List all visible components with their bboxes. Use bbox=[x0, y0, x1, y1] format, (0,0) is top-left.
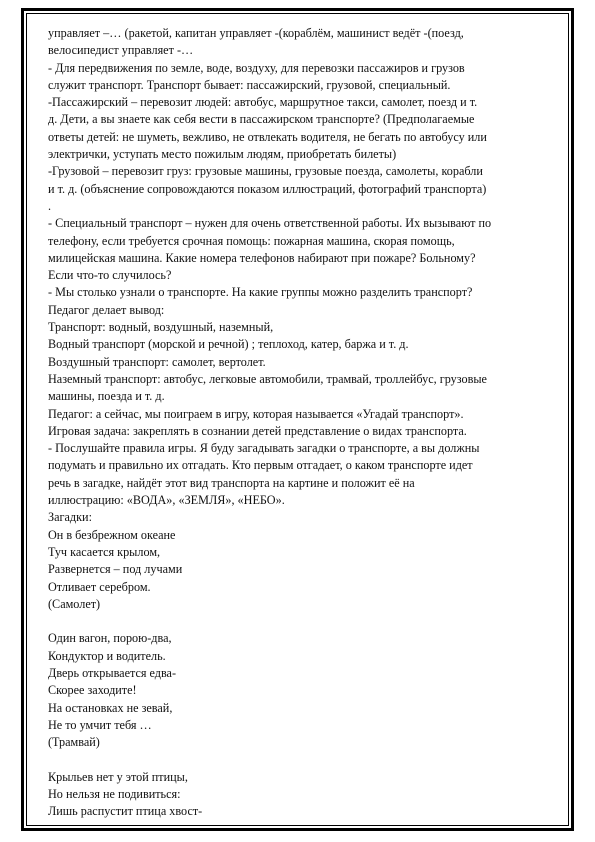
blank-line bbox=[48, 613, 558, 630]
text-line: Педагог: а сейчас, мы поиграем в игру, которая называется «Угадай транспорт». bbox=[48, 406, 464, 421]
text-line: речь в загадке, найдёт этот вид транспорта на картине и положит её на bbox=[48, 475, 415, 490]
text-line: На остановках не зевай, bbox=[48, 700, 173, 715]
text-line: Дверь открывается едва- bbox=[48, 665, 177, 680]
text-line: подумать и правильно их отгадать. Кто первым отгадает, о каком транспорте идет bbox=[48, 458, 473, 473]
text-line: Транспорт: водный, воздушный, наземный, bbox=[48, 320, 274, 335]
text-line: (Трамвай) bbox=[48, 735, 100, 750]
text-line: Крыльев нет у этой птицы, bbox=[48, 769, 188, 784]
text-line: Развернется – под лучами bbox=[48, 562, 183, 577]
text-line: - Специальный транспорт – нужен для очень ответственной работы. Их вызывают по bbox=[48, 216, 492, 231]
text-line: Кондуктор и водитель. bbox=[48, 648, 166, 663]
blank-line bbox=[48, 751, 558, 768]
text-line: телефону, если требуется срочная помощь: пожарная машина, скорая помощь, bbox=[48, 233, 455, 248]
text-line: электрички, уступать место пожилым людям, приобретать билеты) bbox=[48, 147, 397, 162]
text-line: служит транспорт. Транспорт бывает: пассажирский, грузовой, специальный. bbox=[48, 77, 451, 92]
text-line: д. Дети, а вы знаете как себя вести в пассажирском транспорте? (Предполагаемые bbox=[48, 112, 475, 127]
text-line: Воздушный транспорт: самолет, вертолет. bbox=[48, 354, 266, 369]
document-body bbox=[48, 25, 558, 821]
text-line: и т. д. (объяснение сопровождаются показом иллюстраций, фотографий транспорта) bbox=[48, 181, 487, 196]
text-line: -Пассажирский – перевозит людей: автобус, маршрутное такси, самолет, поезд и т. bbox=[48, 95, 478, 110]
text-line: Водный транспорт (морской и речной) ; теплоход, катер, баржа и т. д. bbox=[48, 337, 409, 352]
text-line: управляет –… (ракетой, капитан управляет -(кораблём, машинист ведёт -(поезд, bbox=[48, 26, 464, 40]
text-line: Педагог делает вывод: bbox=[48, 302, 165, 317]
text-line: (Самолет) bbox=[48, 596, 101, 611]
text-line: Не то умчит тебя … bbox=[48, 717, 152, 732]
text-line: машины, поезда и т. д. bbox=[48, 389, 165, 404]
text-line: Туч касается крылом, bbox=[48, 544, 161, 559]
text-line: Игровая задача: закреплять в сознании детей представление о видах транспорта. bbox=[48, 423, 467, 438]
text-line: Один вагон, порою-два, bbox=[48, 631, 172, 646]
text-line: иллюстрацию: «ВОДА», «ЗЕМЛЯ», «НЕБО». bbox=[48, 493, 285, 508]
text-line: велосипедист управляет -… bbox=[48, 43, 194, 58]
text-line: ответы детей: не шуметь, вежливо, не отвлекать водителя, не бегать по автобусу или bbox=[48, 129, 487, 144]
text-line: милицейская машина. Какие номера телефонов набирают при пожаре? Больному? bbox=[48, 250, 476, 265]
text-line: Но нельзя не подивиться: bbox=[48, 787, 181, 802]
text-line: - Для передвижения по земле, воде, воздуху, для перевозки пассажиров и грузов bbox=[48, 60, 465, 75]
text-line: - Мы столько узнали о транспорте. На какие группы можно разделить транспорт? bbox=[48, 285, 473, 300]
text-line: Загадки: bbox=[48, 510, 92, 525]
text-line: Лишь распустит птица хвост- bbox=[48, 804, 203, 819]
text-line: Скорее заходите! bbox=[48, 683, 137, 698]
text-line: Он в безбрежном океане bbox=[48, 527, 176, 542]
text-line: Отливает серебром. bbox=[48, 579, 151, 594]
text-line: Если что-то случилось? bbox=[48, 268, 172, 283]
text-line: - Послушайте правила игры. Я буду загадывать загадки о транспорте, а вы должны bbox=[48, 441, 480, 456]
text-line: . bbox=[48, 198, 52, 213]
text-line: -Грузовой – перевозит груз: грузовые машины, грузовые поезда, самолеты, корабли bbox=[48, 164, 483, 179]
text-line: Наземный транспорт: автобус, легковые автомобили, трамвай, троллейбус, грузовые bbox=[48, 371, 487, 386]
